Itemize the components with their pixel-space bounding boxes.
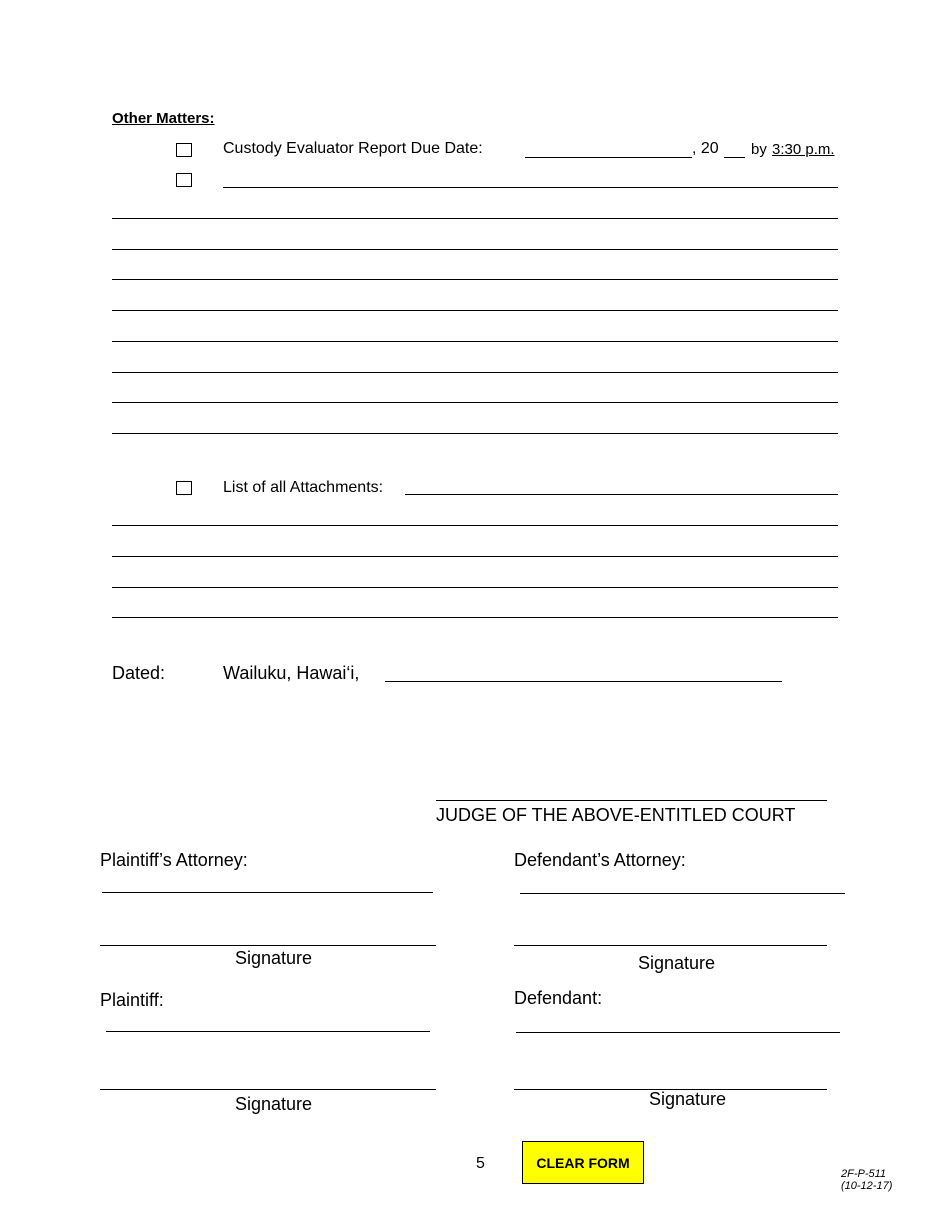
blank-line[interactable]: [112, 402, 838, 403]
judge-signature-line[interactable]: [436, 800, 827, 801]
blank-line[interactable]: [112, 218, 838, 219]
attachments-line[interactable]: [112, 587, 838, 588]
blank-line[interactable]: [112, 310, 838, 311]
other-matters-heading: Other Matters:: [112, 110, 215, 127]
other-matter-checkbox[interactable]: [176, 173, 192, 187]
plaintiff-name-field[interactable]: [106, 1031, 430, 1032]
defendant-attorney-name-field[interactable]: [520, 893, 845, 894]
plaintiff-signature-label: Signature: [235, 1094, 313, 1114]
attachments-line[interactable]: [112, 556, 838, 557]
plaintiff-attorney-signature-label: Signature: [235, 948, 313, 968]
defendant-attorney-signature-label: Signature: [638, 953, 716, 973]
evaluator-checkbox[interactable]: [176, 143, 192, 157]
defendant-name-field[interactable]: [516, 1032, 840, 1033]
defendant-label: Defendant:: [514, 988, 603, 1008]
plaintiff-attorney-label: Plaintiff’s Attorney:: [100, 850, 248, 870]
form-date: (10-12-17): [841, 1180, 893, 1192]
attachments-line[interactable]: [112, 525, 838, 526]
form-id: 2F-P-511: [841, 1168, 887, 1180]
attachments-checkbox[interactable]: [176, 481, 192, 495]
due-time: 3:30 p.m.: [772, 141, 835, 158]
plaintiff-signature-line[interactable]: [100, 1089, 436, 1090]
form-id-block: [841, 1168, 892, 1192]
blank-line[interactable]: [112, 249, 838, 250]
year-prefix: , 20: [692, 140, 719, 157]
defendant-signature-label: Signature: [649, 1089, 727, 1109]
dated-place: Wailuku, Hawai‘i,: [223, 663, 360, 683]
dated-date-field[interactable]: [385, 681, 782, 682]
evaluator-year-field[interactable]: [724, 157, 745, 158]
defendant-attorney-signature-line[interactable]: [514, 945, 827, 946]
attachments-line[interactable]: [112, 617, 838, 618]
evaluator-date-field[interactable]: [525, 157, 692, 158]
clear-form-button[interactable]: CLEAR FORM: [522, 1141, 644, 1184]
blank-line[interactable]: [112, 341, 838, 342]
other-matter-field[interactable]: [223, 187, 838, 188]
by-label: by: [751, 141, 767, 158]
judge-title: JUDGE OF THE ABOVE-ENTITLED COURT: [436, 805, 796, 825]
evaluator-label: Custody Evaluator Report Due Date:: [223, 140, 483, 157]
defendant-attorney-label: Defendant’s Attorney:: [514, 850, 686, 870]
page-number: 5: [476, 1155, 485, 1172]
plaintiff-attorney-signature-line[interactable]: [100, 945, 436, 946]
plaintiff-label: Plaintiff:: [100, 990, 164, 1010]
blank-line[interactable]: [112, 279, 838, 280]
blank-line[interactable]: [112, 433, 838, 434]
plaintiff-attorney-name-field[interactable]: [102, 892, 433, 893]
attachments-field[interactable]: [405, 494, 838, 495]
dated-label: Dated:: [112, 663, 166, 683]
attachments-label: List of all Attachments:: [223, 479, 384, 496]
blank-line[interactable]: [112, 372, 838, 373]
